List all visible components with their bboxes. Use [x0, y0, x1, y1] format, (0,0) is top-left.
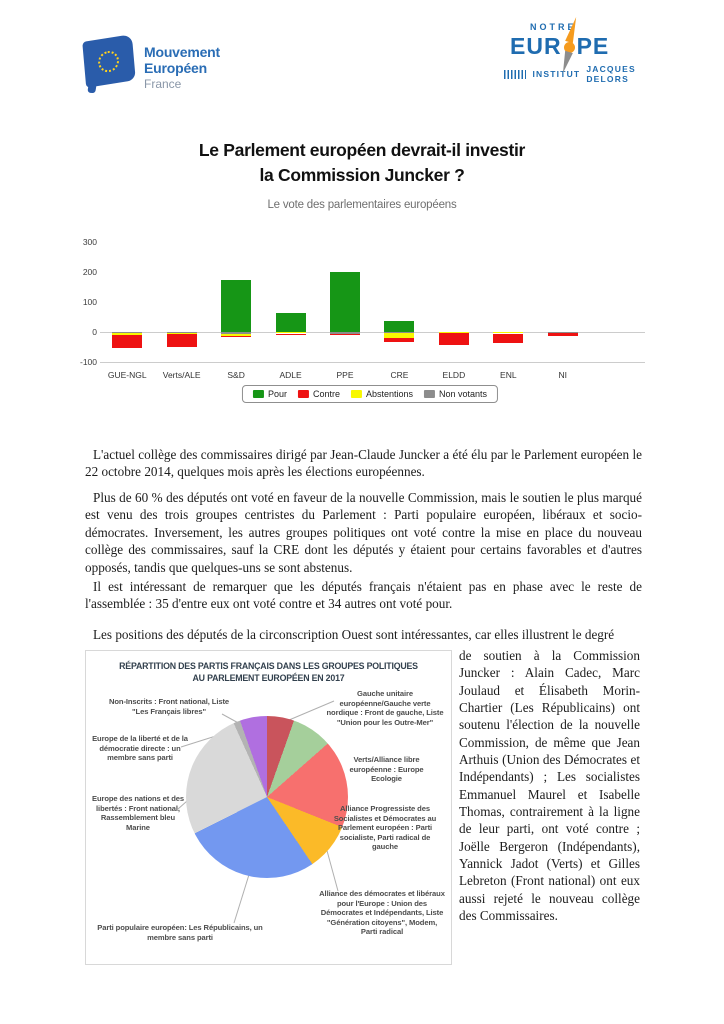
logo-text-notre: NOTRE: [530, 22, 577, 32]
logo-text-pe: PE: [576, 33, 610, 59]
legend-item: [351, 389, 413, 399]
category-label: GUE-NGL: [107, 370, 147, 380]
y-axis-tick-label: -100: [79, 357, 97, 367]
logo-text-line: Mouvement: [144, 44, 220, 60]
pie-title-line2: AU PARLEMENT EUROPÉEN EN 2017: [192, 673, 345, 683]
notre-europe-logo: [504, 22, 669, 84]
eu-flag-icon: [82, 34, 136, 88]
bar-segment-pour: [221, 280, 251, 333]
bar-segment-contre: [221, 336, 251, 337]
category-label: ADLE: [279, 370, 302, 380]
compass-icon: [564, 42, 575, 53]
pie-label-gue-ngl: Gauche unitaire européenne/Gauche verte nordique : Front de gauche, Liste "Union pour les Outre-Mer": [326, 689, 444, 727]
category-label: Verts/ALE: [162, 370, 201, 380]
legend-swatch-icon: [424, 390, 435, 398]
pie-label-adle: Alliance des démocrates et libéraux pour l'Europe : Union des Démocrates et Indépendants, Liste "Génération citoyens", Modem, Parti radical: [319, 889, 445, 937]
bar-segment-contre: [276, 334, 306, 335]
bar-segment-pour: [330, 272, 360, 332]
legend-label: Abstentions: [365, 389, 414, 399]
legend-item: [253, 389, 287, 399]
category-label: NI: [558, 370, 568, 380]
logo-text-line: Européen: [144, 60, 207, 76]
legend-label: Pour: [267, 389, 287, 399]
bar-segment-contre: [493, 334, 523, 344]
paragraph: Il est intéressant de remarquer que les députés français n'étaient pas en phase avec le reste de l'assemblée : 35 d'entre eux ont voté contre et 34 autres ont voté pour.: [85, 579, 642, 612]
bar-segment-pour: [384, 321, 414, 332]
bar-segment-contre: [384, 338, 414, 342]
category-label: S&D: [227, 370, 245, 380]
paragraph: L'actuel collège des commissaires dirigé par Jean-Claude Juncker a été élu par le Parlement européen le 22 octobre 2014, quelques mois après les élections européennes.: [85, 447, 642, 480]
legend-label: Non votants: [439, 389, 488, 399]
pie-title-line1: RÉPARTITION DES PARTIS FRANÇAIS DANS LES GROUPES POLITIQUES: [119, 661, 418, 671]
chart-subtitle: Le vote des parlementaires européens: [267, 199, 457, 211]
barcode-icon: [504, 70, 526, 79]
legend-swatch-icon: [253, 390, 264, 398]
institut-jacques-delors-line: [504, 64, 669, 84]
logo-text-eur: EUR: [510, 33, 562, 59]
y-axis-tick-label: 300: [82, 237, 97, 247]
page-title: [0, 138, 724, 188]
bar-chart: [70, 237, 670, 412]
category-label: CRE: [390, 370, 409, 380]
bar-segment-contre: [330, 334, 360, 335]
pie-label-ni: Non-Inscrits : Front national, Liste "Les Français libres": [108, 697, 229, 716]
eu-stars-circle-icon: [97, 49, 120, 73]
mouvement-europeen-wordmark: [144, 38, 220, 92]
pie-label-eldd: Europe de la liberté et de la démocratie directe : un membre sans parti: [92, 734, 188, 763]
paragraph: Plus de 60 % des députés ont voté en faveur de la nouvelle Commission, mais le soutien le plus marqué est venu des trois groupes centristes du Parlement : Parti populaire européen, libéraux et socio-démocrates. Inversement, les autres groupes politiques ont voté contre la mise en place du nouveau collège des commissaires, sauf la CRE dont les députés y étaient pour certains favorables et d'autres opposés, tandis que quelques-uns se sont abstenus.: [85, 490, 642, 575]
bar-segment-contre: [439, 333, 469, 345]
logo-text-institut: INSTITUT: [532, 69, 581, 79]
legend-swatch-icon: [351, 390, 362, 398]
pie-label-sd: Alliance Progressiste des Socialistes et Démocrates au Parlement européen : Parti socialiste, Parti radical de gauche: [333, 804, 437, 852]
logo-text-line: France: [144, 77, 182, 91]
pie-label-ppe: Parti populaire européen: Les Républicains, un membre sans parti: [97, 923, 263, 942]
legend-item: [298, 389, 340, 399]
legend-label: Contre: [312, 389, 340, 399]
bar-segment-pour: [276, 313, 306, 332]
y-axis-tick-label: 200: [82, 267, 97, 277]
bar-chart-plot-area: [79, 237, 645, 380]
pie-chart: [186, 716, 348, 878]
legend-item: [424, 389, 487, 399]
bar-segment-contre: [167, 334, 197, 348]
x-axis-line: [100, 362, 645, 363]
paragraph: Les positions des députés de la circonscription Ouest sont intéressantes, car elles illustrent le degré: [93, 627, 615, 642]
mouvement-europeen-logo: [84, 38, 220, 92]
logo-text-jacques-delors: JACQUES DELORS: [586, 64, 636, 84]
pie-label-verts: Verts/Alliance libre européenne : Europe Ecologie: [349, 755, 424, 784]
bar-segment-contre: [548, 333, 578, 336]
category-label: ENL: [500, 370, 517, 380]
y-axis-tick-label: 100: [82, 297, 97, 307]
category-label: PPE: [336, 370, 354, 380]
logo-text-europe: [510, 33, 669, 60]
page-title-line1: Le Parlement européen devrait-il investir: [198, 140, 526, 160]
pie-chart-panel: [85, 650, 452, 965]
paragraph: de soutien à la Commission Juncker : Alain Cadec, Marc Joulaud et Élisabeth Morin-Chartier (Les Républicains) ont soutenu l'élection de la nouvelle Commission, de même que Jean Arthuis (Union des Démocrates et Indépendants) ; Les socialistes Emmanuel Maurel et Isabelle Thomas, contrairement à la ligne de leur parti, ont voté contre ; Joëlle Bergeron (Indépendants), Yannick Jadot (Verts) et Gilles Lebreton (Front national) ont eux aussi rejeté le nouveau collège des Commissaires.: [459, 648, 640, 924]
bar-segment-contre: [112, 335, 142, 348]
category-label: ELDD: [442, 370, 466, 380]
pie-label-enl: Europe des nations et des libertés : Front national, Rassemblement bleu Marine: [91, 794, 185, 832]
y-axis-tick-label: 0: [92, 327, 97, 337]
page-title-line2: la Commission Juncker ?: [259, 165, 465, 185]
legend-swatch-icon: [298, 390, 309, 398]
chart-legend: [242, 385, 498, 403]
